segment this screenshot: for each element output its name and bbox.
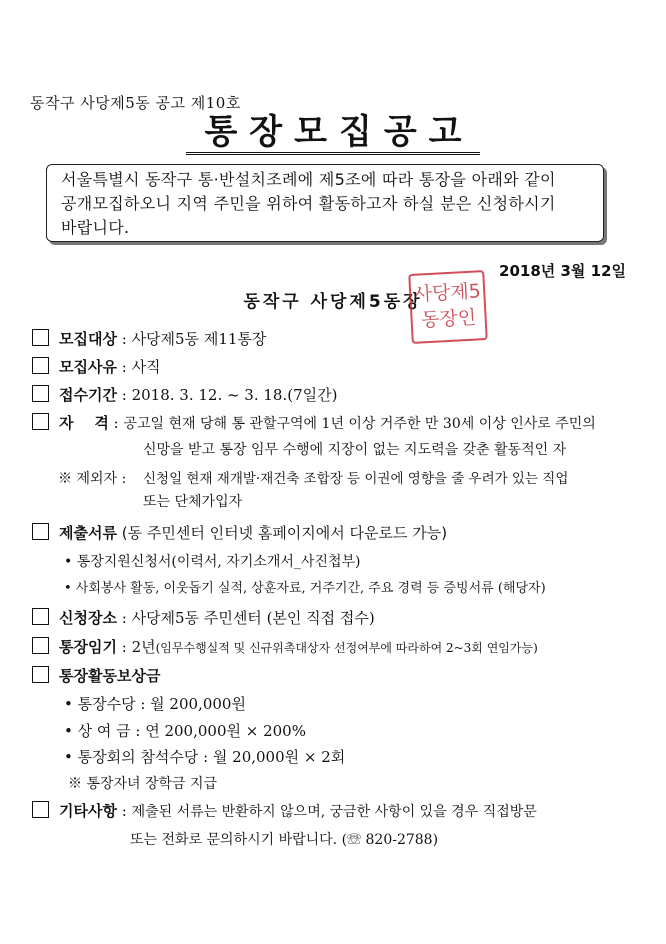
excluded-line: 또는 단체가입자 <box>143 494 243 510</box>
excluded-label: ※ 제외자 : <box>58 471 127 487</box>
item-label: 모집대상 <box>59 330 117 348</box>
item-note: (동 주민센터 인터넷 홈페이지에서 다운로드 가능) <box>121 524 448 542</box>
checkbox-icon <box>32 357 49 374</box>
item-label: 통장임기 <box>59 638 117 656</box>
notice-date: 2018년 3월 12일 <box>499 262 626 280</box>
item-qualification <box>32 412 596 435</box>
item-label: 모집사유 <box>59 358 117 376</box>
item-separator: : <box>108 414 124 432</box>
checkbox-icon <box>32 637 49 654</box>
item-separator: : <box>116 638 132 656</box>
checkbox-icon <box>32 666 49 683</box>
item-value: 사직 <box>131 358 161 376</box>
qualification-line: 신망을 받고 통장 임무 수행에 지장이 없는 지도력을 갖춘 활동적인 자 <box>143 442 567 458</box>
item-label: 기타사항 <box>59 802 117 820</box>
compensation-bullet: • 통장수당 : 월 200,000원 <box>64 695 246 713</box>
seal-line: 동장인 <box>420 306 477 332</box>
item-separator: : <box>116 609 132 627</box>
etc-line: 또는 전화로 문의하시기 바랍니다. (☏ 820-2788) <box>130 832 439 848</box>
checkbox-icon <box>32 413 49 430</box>
item-separator: : <box>116 802 132 820</box>
checkbox-icon <box>32 523 49 540</box>
notice-number: 동작구 사당제5동 공고 제10호 <box>30 94 241 112</box>
item-label: 접수기간 <box>59 386 117 404</box>
compensation-bullet: • 통장회의 참석수당 : 월 20,000원 × 2회 <box>64 748 346 766</box>
title-container <box>0 112 666 155</box>
item-separator: : <box>116 358 132 376</box>
item-label: 제출서류 <box>59 524 117 542</box>
seal-line: 사당제5 <box>413 280 482 306</box>
intro-line: 공개모집하오니 지역 주민을 위하여 활동하고자 하실 분은 신청하시기 <box>61 194 556 213</box>
item-place <box>32 607 375 629</box>
document-bullet: • 통장지원신청서(이력서, 자기소개서_사진첩부) <box>64 554 361 570</box>
page-title: 통장모집공고 <box>186 112 479 155</box>
item-etc <box>32 800 537 823</box>
checkbox-icon <box>32 801 49 818</box>
item-label: 통장활동보상금 <box>59 667 161 685</box>
item-note: (임무수행실적 및 신규위촉대상자 선정여부에 따라하여 2~3회 연임가능) <box>155 641 538 655</box>
intro-line: 바랍니다. <box>61 218 130 237</box>
item-term <box>32 636 538 659</box>
item-period <box>32 384 337 406</box>
item-documents <box>32 522 447 544</box>
item-separator: : <box>116 386 132 404</box>
issuer-name: 동작구 사당제5동장 <box>243 292 423 312</box>
excluded-line: 신청일 현재 재개발·재건축 조합장 등 이권에 영향을 줄 우려가 있는 직업 <box>143 471 569 487</box>
item-value: 2018. 3. 12. ~ 3. 18.(7일간) <box>131 386 338 404</box>
compensation-bullet: • 상 여 금 : 연 200,000원 × 200% <box>64 722 306 740</box>
compensation-note: ※ 통장자녀 장학금 지급 <box>68 776 218 792</box>
item-target <box>32 328 266 350</box>
item-separator: : <box>116 330 132 348</box>
item-value: 사당제5동 주민센터 (본인 직접 접수) <box>131 609 375 627</box>
checkbox-icon <box>32 608 49 625</box>
item-reason <box>32 356 161 378</box>
item-label: 신청장소 <box>59 609 117 627</box>
checkbox-icon <box>32 329 49 346</box>
item-value: 제출된 서류는 반환하지 않으며, 궁금한 사항이 있을 경우 직접방문 <box>131 804 537 820</box>
document-bullet: • 사회봉사 활동, 이웃돕기 실적, 상훈자료, 거주기간, 주요 경력 등 증빙서류 (해당자) <box>64 581 546 596</box>
intro-line: 서울특별시 동작구 통·반설치조례에 제5조에 따라 통장을 아래와 같이 <box>61 170 556 189</box>
item-compensation <box>32 665 160 687</box>
item-value: 공고일 현재 당해 통 관할구역에 1년 이상 거주한 만 30세 이상 인사로 주민의 <box>123 416 596 432</box>
official-seal <box>408 270 488 344</box>
item-label: 자 격 <box>59 414 109 432</box>
intro-box <box>46 164 604 242</box>
item-value: 2년 <box>131 638 156 656</box>
checkbox-icon <box>32 385 49 402</box>
item-value: 사당제5동 제11통장 <box>131 330 267 348</box>
